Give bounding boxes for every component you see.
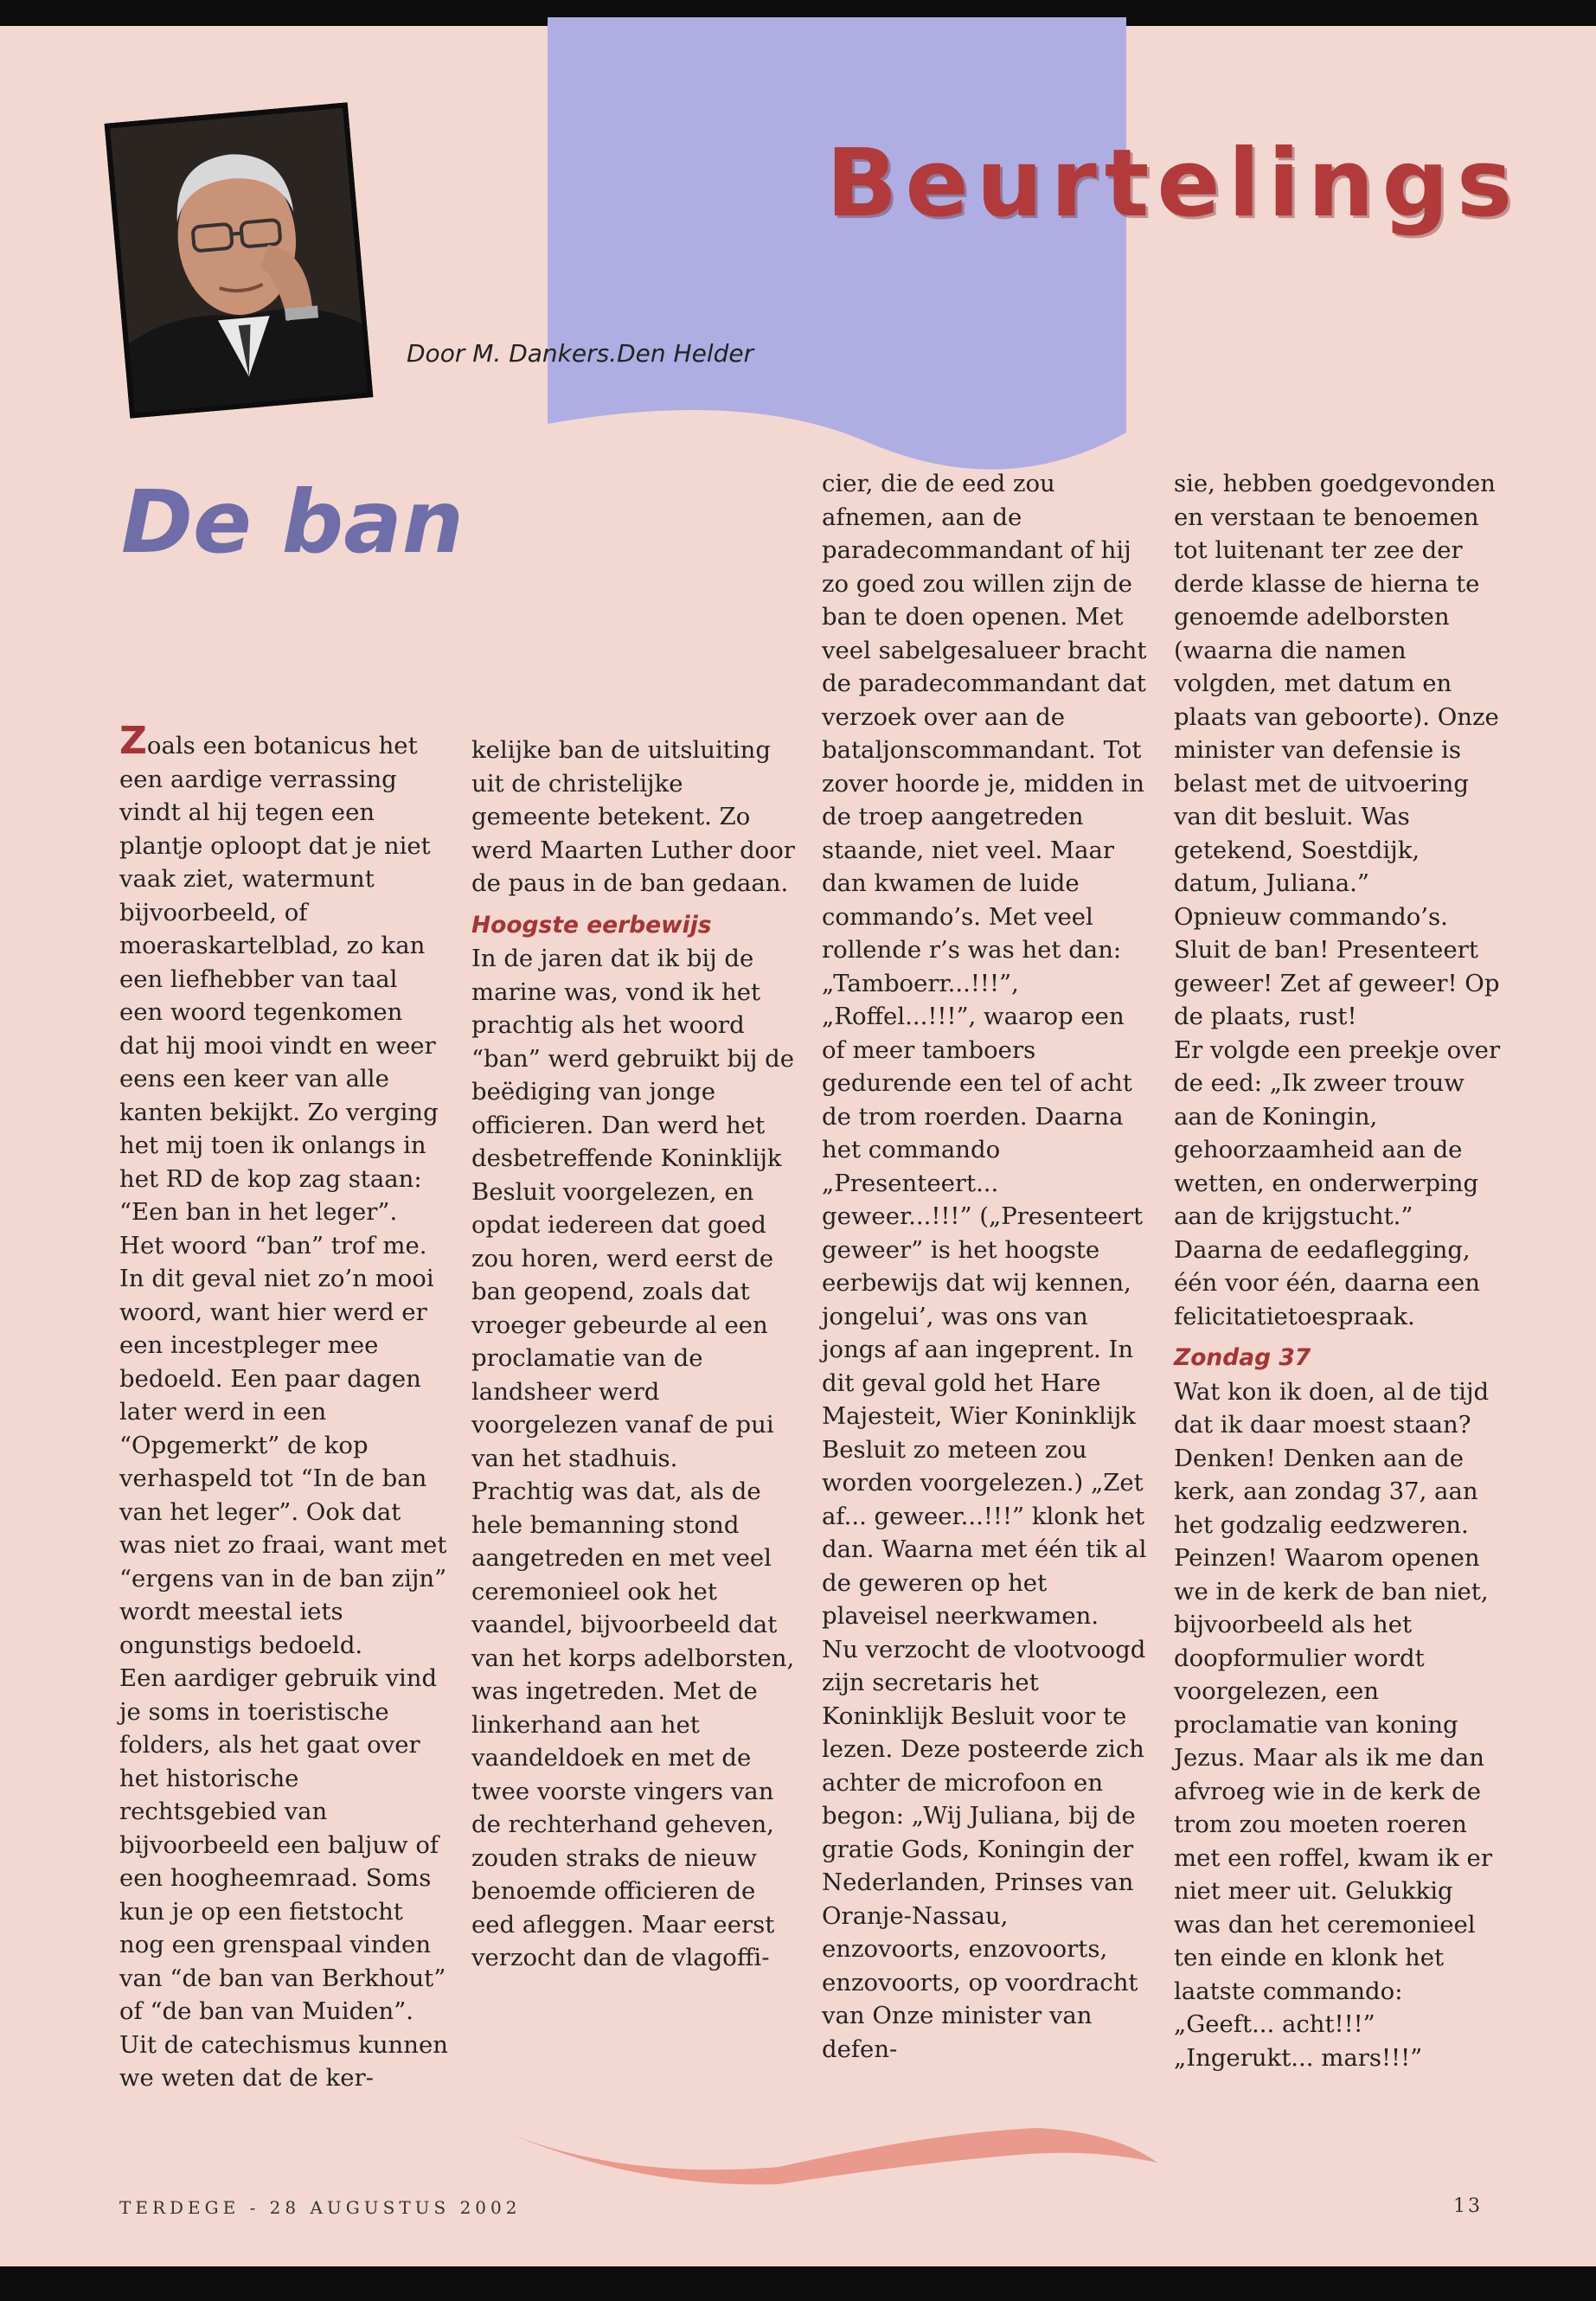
text-column-4 <box>1174 467 1503 2074</box>
paragraph: Er volgde een preekje over de eed: „Ik zweer trouw aan de Koningin, gehoorzaamheid aan de wetten, en onderwerping aan de krijgstucht.” Daarna de eedaflegging, één voor één, daarna een felicitatietoespraak. <box>1174 1035 1501 1330</box>
paragraph: kelijke ban de uitsluiting uit de christelijke gemeente betekent. Zo werd Maarten Luther door de paus in de ban gedaan. <box>471 736 795 897</box>
section-heading: Zondag 37 <box>1174 1344 1311 1371</box>
paragraph <box>119 719 448 1662</box>
drop-cap: Z <box>119 719 147 763</box>
column-title: Beurtelings <box>826 130 1521 238</box>
text-column-1 <box>119 719 448 2095</box>
paragraph: Een aardiger gebruik vind je soms in toeristische folders, als het gaat over het historische rechtsgebied van bijvoorbeeld een baljuw of een hoogheemraad. Soms kun je op een fietstocht nog een grenspaal vinden van “de ban van Berkhout” of “de ban van Muiden”. <box>119 1664 446 2025</box>
paragraph: sie, hebben goedgevonden en verstaan te benoemen tot luitenant ter zee der derde klasse de hierna te genoemde adelborsten (waarna die namen volgden, met datum en plaats van geboorte). Onze minister van defensie is belast met de uitvoering van dit besluit. Was getekend, Soestdijk, datum, Juliana.” <box>1174 470 1499 897</box>
text-column-3 <box>822 467 1151 2066</box>
paragraph-text: oals een botanicus het een aardige verrassing vindt al hij tegen een plantje oploopt dat je niet vaak ziet, watermunt bijvoorbeeld, of moeraskartelblad, zo kan een liefhebber van taal een woord tegenkomen dat hij mooi vindt en weer eens een keer van alle kanten bekijkt. Zo verging het mij toen ik onlangs in het RD de kop zag staan: “Een ban in het leger”. Het woord “ban” trof me. In dit geval niet zo’n mooi woord, want hier werd er een incestpleger mee bedoeld. Een paar dagen later werd in een “Opgemerkt” de kop verhaspeld tot “In de ban van het leger”. Ook dat was niet zo fraai, want met “ergens van in de ban zijn” wordt meestal iets ongunstigs bedoeld. <box>119 732 447 1659</box>
author-photo <box>105 102 374 418</box>
footer-publication: TERDEGE - 28 AUGUSTUS 2002 <box>119 2197 522 2218</box>
paragraph: Wat kon ik doen, al de tijd dat ik daar moest staan? Denken! Denken aan de kerk, aan zondag 37, aan het godzalig eedzweren. Peinzen! Waarom openen we in de kerk de ban niet, bijvoorbeeld als het doopformulier wordt voorgelezen, een proclamatie van koning Jezus. Maar als ik me dan afvroeg wie in de kerk de trom zou moeten roeren met een roffel, kwam ik er niet meer uit. Gelukkig was dan het ceremonieel ten einde en klonk het laatste commando: „Geeft... acht!!!” „Ingerukt... mars!!!” <box>1174 1377 1492 2072</box>
article-headline: De ban <box>121 471 464 573</box>
paragraph: Uit de catechismus kunnen we weten dat de ker- <box>119 2030 448 2092</box>
paragraph: In de jaren dat ik bij de marine was, vond ik het prachtig als het woord “ban” werd gebruikt bij de beëdiging van jonge officieren. Dan werd het desbetreffende Koninklijk Besluit voorgelezen, en opdat iedereen dat goed zou horen, werd eerst de ban geopend, zoals dat vroeger gebeurde al een proclamatie van de landsheer werd voorgelezen vanaf de pui van het stadhuis. <box>471 945 795 1472</box>
paragraph: Opnieuw commando’s. Sluit de ban! Presenteert geweer! Zet af geweer! Op de plaats, rust! <box>1174 902 1500 1030</box>
magazine-page <box>0 17 1596 2266</box>
paragraph: cier, die de eed zou afnemen, aan de paradecommandant of hij zo goed zou willen zijn de ban te doen openen. Met veel sabelgesalueer bracht de paradecommandant dat verzoek over aan de bataljonscommandant. Tot zover hoorde je, midden in de troep aangetreden staande, niet veel. Maar dan kwamen de luide commando’s. Met veel rollende r’s was het dan: „Tamboerr...!!!”, „Roffel...!!!”, waarop een of meer tamboers gedurende een tel of acht de trom roerden. Daarna het commando „Presenteert... geweer...!!!” („Presenteert geweer” is het hoogste eerbewijs dat wij kennen, jongelui’, was ons van jongs af aan ingeprent. In dit geval gold het Hare Majesteit, Wier Koninklijk Besluit zo meteen zou worden voorgelezen.) „Zet af... geweer...!!!” klonk het dan. Waarna met één tik al de geweren op het plaveisel neerkwamen. <box>822 470 1147 1630</box>
paragraph: Nu verzocht de vlootvoogd zijn secretaris het Koninklijk Besluit voor te lezen. Deze posteerde zich achter de microfoon en begon: „Wij Juliana, bij de gratie Gods, Koningin der Nederlanden, Prinses van Oranje-Nassau, enzovoorts, enzovoorts, enzovoorts, op voordracht van Onze minister van defen- <box>822 1635 1146 2063</box>
page-number: 13 <box>1453 2195 1483 2217</box>
section-heading: Hoogste eerbewijs <box>471 911 712 939</box>
author-byline: Door M. Dankers.Den Helder <box>407 339 754 368</box>
text-column-2 <box>471 734 800 1975</box>
paragraph: Prachtig was dat, als de hele bemanning stond aangetreden en met veel ceremonieel ook het vaandel, bijvoorbeeld dat van het korps adelborsten, was ingetreden. Met de linkerhand aan het vaandeldoek en met de twee voorste vingers van de rechterhand geheven, zouden straks de nieuw benoemde officieren de eed afleggen. Maar eerst verzocht dan de vlagoffi- <box>471 1477 795 1971</box>
